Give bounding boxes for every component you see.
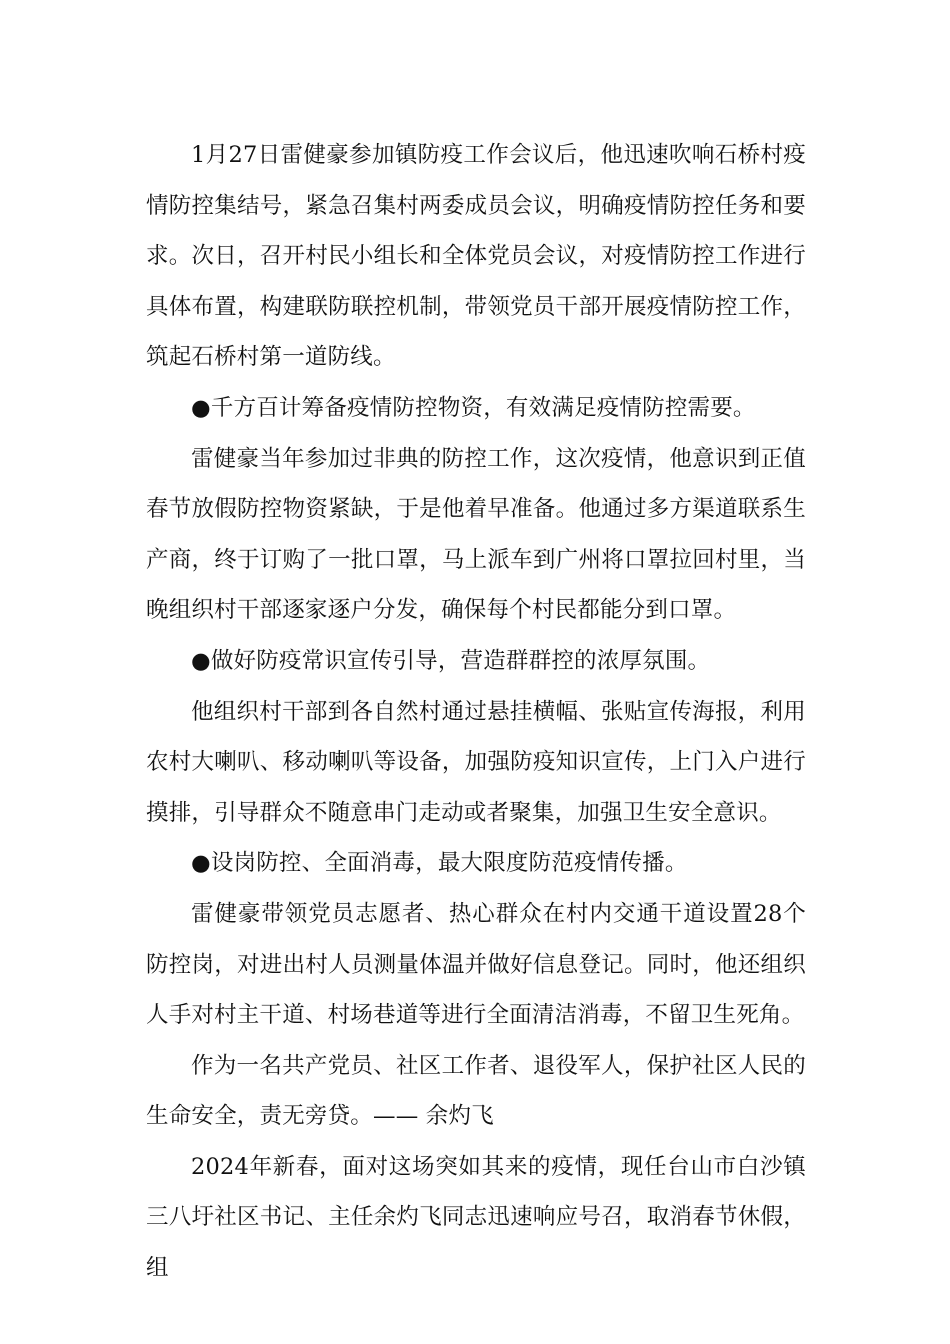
bullet-heading-disinfection: ●设岗防控、全面消毒，最大限度防范疫情传播。 [191,850,688,877]
bullet-heading-supplies: ●千方百计筹备疫情防控物资，有效满足疫情防控需要。 [191,394,756,421]
paragraph-publicity: 他组织村干部到各自然村通过悬挂横幅、张贴宣传海报，利用农村大喇叭、移动喇叭等设备，加强防疫知识宣传，上门入户进行摸排，引导群众不随意串门走动或者聚集，加强卫生安全意识。 [146,698,806,826]
paragraph-yu-zhuofei: 2024年新春，面对这场突如其来的疫情，现任台山市白沙镇三八圩社区书记、主任余灼飞同志迅速响应号召，取消春节休假，组 [146,1153,806,1282]
paragraph-disinfection: 雷健豪带领党员志愿者、热心群众在村内交通干道设置28个防控岗，对进出村人员测量体温并做好信息登记。同时，他还组织人手对村主干道、村场巷道等进行全面清洁消毒，不留卫生死角。 [146,900,806,1029]
document-body [146,130,806,1294]
paragraph-supplies: 雷健豪当年参加过非典的防控工作，这次疫情，他意识到正值春节放假防控物资紧缺，于是他着早准备。他通过多方渠道联系生产商，终于订购了一批口罩，马上派车到广州将口罩拉回村里，当晚组织村干部逐家逐户分发，确保每个村民都能分到口罩。 [146,445,806,624]
paragraph-quote: 作为一名共产党员、社区工作者、退役军人，保护社区人民的生命安全，责无旁贷。—— 余灼飞 [146,1052,806,1130]
bullet-heading-publicity: ●做好防疫常识宣传引导，营造群群控的浓厚氛围。 [191,647,711,674]
paragraph-intro: 1月27日雷健豪参加镇防疫工作会议后，他迅速吹响石桥村疫情防控集结号，紧急召集村两委成员会议，明确疫情防控任务和要求。次日，召开村民小组长和全体党员会议，对疫情防控工作进行具体布置，构建联防联控机制，带领党员干部开展疫情防控工作，筑起石桥村第一道防线。 [146,142,806,371]
